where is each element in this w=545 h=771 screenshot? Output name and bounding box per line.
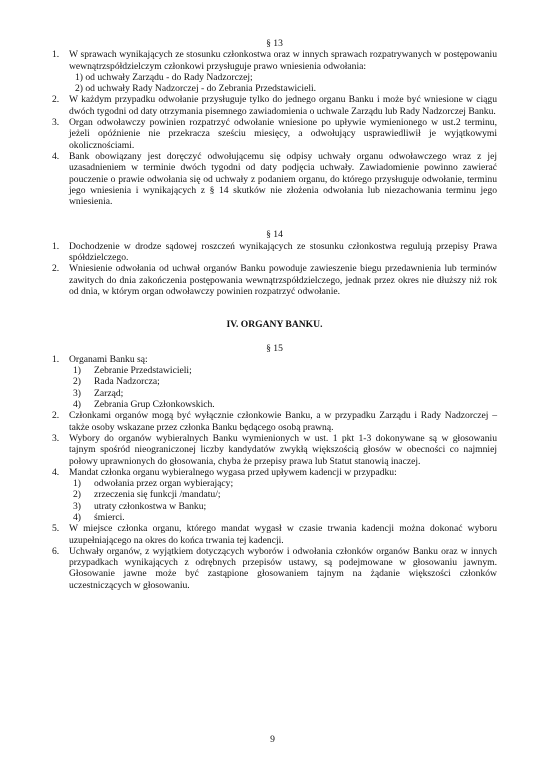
section-15-item-6 <box>52 546 497 591</box>
section-15-item-1 <box>52 354 497 410</box>
section-15-item-5 <box>52 523 497 546</box>
section-13-item-1 <box>52 49 497 94</box>
item-number: 1. <box>52 353 60 365</box>
item-text: Uchwały organów, z wyjątkiem dotyczących wyborów i odwołania członków organów Banku oraz w innych przypadkach wynikających z odrębnych przepisów ustawy, są podejmowane w głosowaniu jawnym. Głosowanie jawne może być zastąpione głosowaniem tajnym na żądanie większości członków uczestniczących w głosowaniu. <box>69 545 497 591</box>
section-15-item-4 <box>52 467 497 523</box>
sub-item: 1) odwołania przez organ wybierający; <box>73 478 234 490</box>
section-14-item-2 <box>52 263 497 297</box>
item-text: Wniesienie odwołania od uchwał organów Banku powoduje zawieszenie biegu przedawnienia lub terminów zawitych do dnia zakończenia postępowania wewnątrzspółdzielczego, jednak przez okres nie dłuższy niż rok od dnia, w którym organ odwoławczy powinien rozpatrzyć odwołanie. <box>69 263 497 297</box>
sub-item: 1) Zebranie Przedstawicieli; <box>73 365 192 377</box>
sub-item: 4) śmierci. <box>73 511 125 523</box>
item-number: 3. <box>52 117 60 129</box>
section-13-list <box>52 49 497 207</box>
section-14-title: § 14 <box>266 229 283 241</box>
section-15-item-3 <box>52 433 497 467</box>
item-text: Dochodzenie w drodze sądowej roszczeń wynikających ze stosunku członkostwa regulują przepisy Prawa spółdzielczego. <box>69 240 497 264</box>
item-text: W sprawach wynikających ze stosunku członkostwa oraz w innych sprawach rozpatrywanych w postępowaniu wewnątrzspółdzielczym członkowi przysługuje prawo wniesienia odwołania: <box>69 49 497 72</box>
page-number: 9 <box>270 734 275 745</box>
sub-item: 4) Zebrania Grup Członkowskich. <box>73 399 215 411</box>
item-number: 5. <box>52 523 60 535</box>
sub-item: 2) od uchwały Rady Nadzorczej - do Zebrania Przedstawicieli. <box>75 83 317 95</box>
section-13-title: § 13 <box>266 38 283 49</box>
item-text: Członkami organów mogą być wyłącznie członkowie Banku, a w przypadku Zarządu i Rady Nadzorczej – także osoby wskazane przez członka Banku będącego osobą prawną. <box>69 410 497 433</box>
sub-item: 2) Rada Nadzorcza; <box>73 376 160 388</box>
item-text: W każdym przypadku odwołanie przysługuje tylko do jednego organu Banku i może być wniesione w ciągu dwóch tygodni od daty otrzymania pisemnego zawiadomienia o uchwale Zarządu lub Rady Nadzorczej Banku. <box>69 94 497 117</box>
item-number: 1. <box>52 240 60 252</box>
item-number: 3. <box>52 432 60 444</box>
item-number: 4. <box>52 466 60 478</box>
page-content <box>52 38 497 591</box>
section-13-item-2 <box>52 94 497 117</box>
section-14-item-1 <box>52 241 497 264</box>
item-number: 4. <box>52 150 60 162</box>
chapter-heading: IV. ORGANY BANKU. <box>226 319 323 331</box>
section-14-list <box>52 241 497 297</box>
item-text: Mandat członka organu wybieralnego wygasa przed upływem kadencji w przypadku: <box>69 466 397 478</box>
item-text: Wybory do organów wybieralnych Banku wymienionych w ust. 1 pkt 1-3 dokonywane są w głosowaniu tajnym spośród nieograniczonej liczby kandydatów zwykłą większością głosów w obecności co najmniej połowy uprawnionych do głosowania, chyba że przepisy prawa lub Statut stanowią inaczej. <box>69 432 497 467</box>
section-13-item-4 <box>52 151 497 207</box>
item-number: 2. <box>52 263 60 275</box>
item-text: Organami Banku są: <box>69 353 148 365</box>
item-number: 2. <box>52 94 60 106</box>
sub-item: 3) Zarząd; <box>73 387 124 399</box>
item-text: Bank obowiązany jest doręczyć odwołującemu się odpisy uchwały organu odwoławczego wraz z jej uzasadnieniem w terminie dwóch tygodni od daty podjęcia uchwały. Zawiadomienie powinno zawierać pouczenie o prawie odwołania się od uchwały z podaniem organu, do którego przysługuje odwołanie, terminu jego wniesienia i wynikających z § 14 skutków nie złożenia odwołania lub niezachowania terminu jego wniesienia. <box>69 150 497 208</box>
item-number: 1. <box>52 49 60 61</box>
sub-item: 3) utraty członkostwa w Banku; <box>73 500 207 512</box>
item-text: Organ odwoławczy powinien rozpatrzyć odwołanie wniesione po upływie wymienionego w ust.2 terminu, jeżeli opóźnienie nie przekracza sześciu miesięcy, a odwołujący usprawiedliwił je wyjątkowymi okolicznościami. <box>69 117 497 151</box>
item-text: W miejsce członka organu, którego mandat wygasł w czasie trwania kadencji można dokonać wyboru uzupełniającego na okres do końca trwania tej kadencji. <box>69 523 497 546</box>
item-number: 2. <box>52 410 60 422</box>
section-15-item-2 <box>52 410 497 433</box>
item-number: 6. <box>52 545 60 557</box>
section-13-item-3 <box>52 117 497 151</box>
sub-item: 1) od uchwały Zarządu - do Rady Nadzorczej; <box>75 71 253 83</box>
section-15-list <box>52 354 497 591</box>
sub-item: 2) zrzeczenia się funkcji /mandatu/; <box>73 489 221 501</box>
section-15-title: § 15 <box>266 342 283 354</box>
